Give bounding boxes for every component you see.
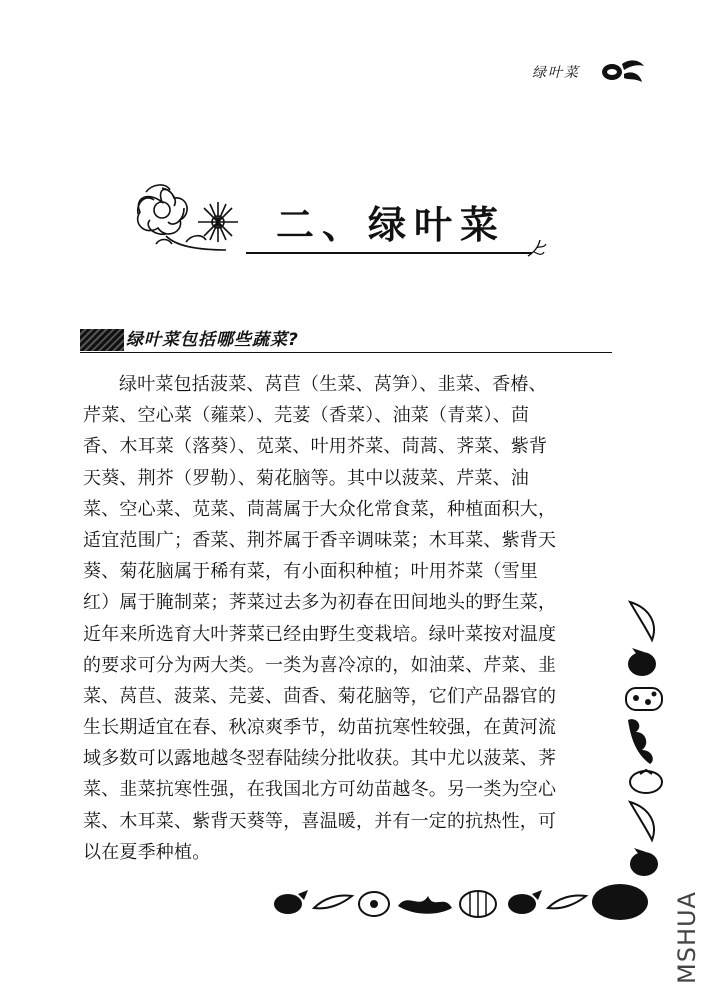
vegetable-cluster-icon — [600, 56, 646, 86]
sprig-icon — [526, 236, 548, 260]
body-line: 香、木耳菜（落葵）、苋菜、叶用芥菜、茼蒿、荠菜、紫背 — [83, 436, 548, 458]
body-line: 菜、木耳菜、紫背天葵等，喜温暖，并有一定的抗热性，可 — [83, 810, 557, 832]
body-line: 红）属于腌制菜；荠菜过去多为初春在田间地头的野生菜， — [83, 592, 557, 614]
body-line: 适宜范围广；香菜、荆芥属于香辛调味菜；木耳菜、紫背天 — [83, 529, 557, 551]
running-header: 绿叶菜 — [532, 65, 580, 81]
question-underline — [80, 352, 612, 353]
cucumber-icon — [630, 802, 654, 840]
cucumber-icon — [630, 602, 654, 640]
cucumber-icon — [548, 896, 586, 909]
eggplant-icon — [508, 890, 542, 914]
leafy-greens-icon — [628, 719, 653, 764]
tomato-icon — [630, 770, 662, 793]
flower-decoration-icon — [126, 180, 256, 260]
body-line: 的要求可分为两大类。一类为喜冷凉的，如油菜、芹菜、韭 — [83, 654, 557, 676]
pumpkin-icon — [460, 891, 496, 917]
chapter-title: 二、绿叶菜 — [276, 203, 507, 247]
leafy-greens-icon — [398, 896, 452, 914]
cucumber-icon — [314, 896, 352, 909]
body-paragraph — [83, 369, 623, 868]
body-line: 近年来所选育大叶荠菜已经由野生变栽培。绿叶菜按对温度 — [83, 623, 557, 645]
question-heading: 绿叶菜包括哪些蔬菜? — [126, 330, 299, 350]
body-line: 菜、韭菜抗寒性强，在我国北方可幼苗越冬。另一类为空心 — [83, 779, 557, 801]
body-line: 生长期适宜在春、秋凉爽季节，幼苗抗寒性较强，在黄河流 — [83, 717, 557, 739]
body-line: 绿叶菜包括菠菜、莴苣（生菜、莴笋）、韭菜、香椿、 — [119, 374, 547, 395]
body-line: 以在夏季种植。 — [83, 841, 211, 863]
watermark: MSHUA — [673, 891, 701, 984]
eggplant-icon — [628, 648, 656, 676]
pumpkin-icon — [626, 688, 662, 710]
body-line: 域多数可以露地越冬翌春陆续分批收获。其中尤以菠菜、荠 — [83, 748, 557, 770]
question-badge — [80, 329, 124, 351]
bottom-vegetable-icons — [268, 876, 650, 924]
title-underline — [246, 252, 532, 254]
side-vegetable-icons — [622, 598, 668, 888]
body-line: 天葵、荆芥（罗勒）、菊花脑等。其中以菠菜、芹菜、油 — [83, 467, 529, 489]
body-line: 葵、菊花脑属于稀有菜，有小面积种植；叶用芥菜（雪里 — [83, 561, 538, 583]
melon-icon — [592, 884, 648, 920]
eggplant-icon — [274, 890, 308, 914]
body-line: 菜、莴苣、菠菜、芫荽、茴香、菊花脑等，它们产品器官的 — [83, 685, 557, 707]
tomato-icon — [359, 892, 389, 916]
body-line: 芹菜、空心菜（蕹菜）、芫荽（香菜）、油菜（青菜）、茴 — [83, 405, 530, 427]
eggplant-icon — [630, 848, 658, 876]
body-line: 菜、空心菜、苋菜、茼蒿属于大众化常食菜，种植面积大， — [83, 498, 557, 520]
